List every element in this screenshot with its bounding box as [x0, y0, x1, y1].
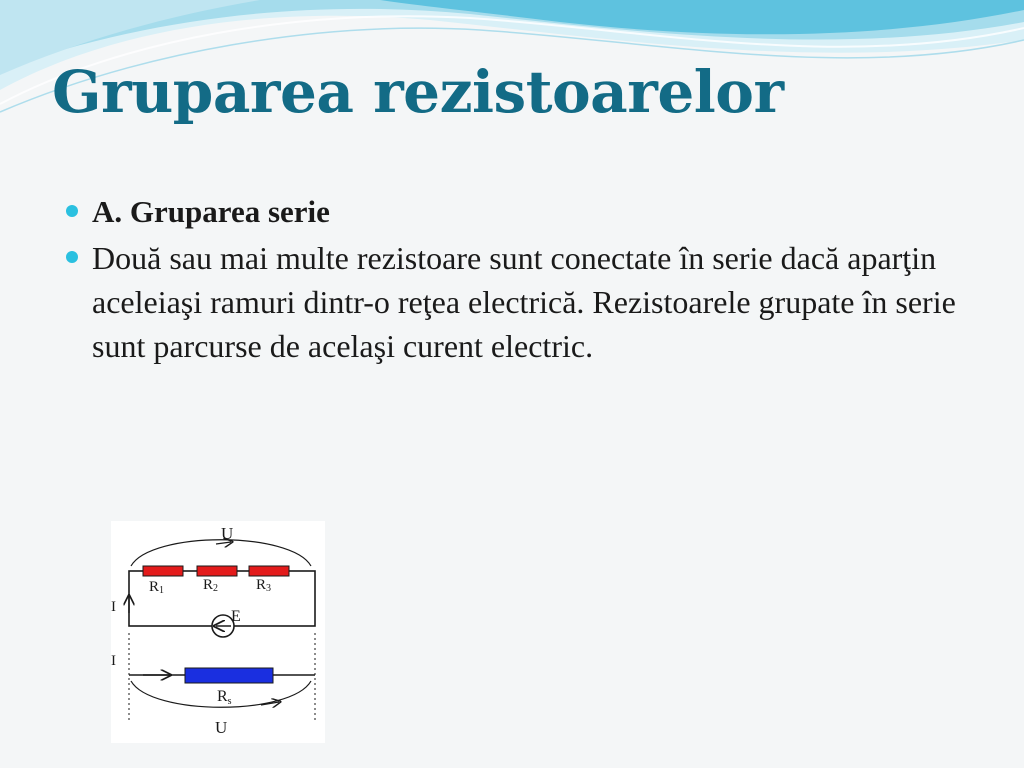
resistor-equivalent: [185, 668, 273, 683]
source-label: E: [231, 608, 241, 625]
equivalent-resistor-label: Rs: [217, 688, 232, 707]
resistor-label-r1: R1: [149, 579, 165, 596]
resistor-r1: [143, 566, 183, 576]
bullet-list: [66, 190, 966, 370]
resistor-label-r3: R3: [256, 577, 272, 594]
series-circuit-diagram: [111, 521, 325, 743]
voltage-label-bottom: U: [215, 718, 228, 737]
bullet-item: [66, 190, 966, 234]
voltage-label-top: U: [221, 524, 234, 543]
current-label-top: I: [111, 599, 116, 615]
slide-title: Gruparea rezistoarelor: [52, 58, 784, 126]
resistor-label-r2: R2: [203, 577, 219, 594]
resistor-r2: [197, 566, 237, 576]
resistor-r3: [249, 566, 289, 576]
bullet-text: Două sau mai multe rezistoare sunt conectate în serie dacă aparţin aceleiaşi ramuri dintr-o reţea electrică. Rezistoarele grupate în serie sunt parcurse de acelaşi curent electric.: [92, 240, 956, 364]
bullet-icon: [66, 251, 78, 263]
bullet-text: A. Gruparea serie: [92, 194, 330, 229]
bullet-icon: [66, 205, 78, 217]
bullet-item: [66, 236, 966, 368]
current-label-bottom: I: [111, 653, 116, 669]
